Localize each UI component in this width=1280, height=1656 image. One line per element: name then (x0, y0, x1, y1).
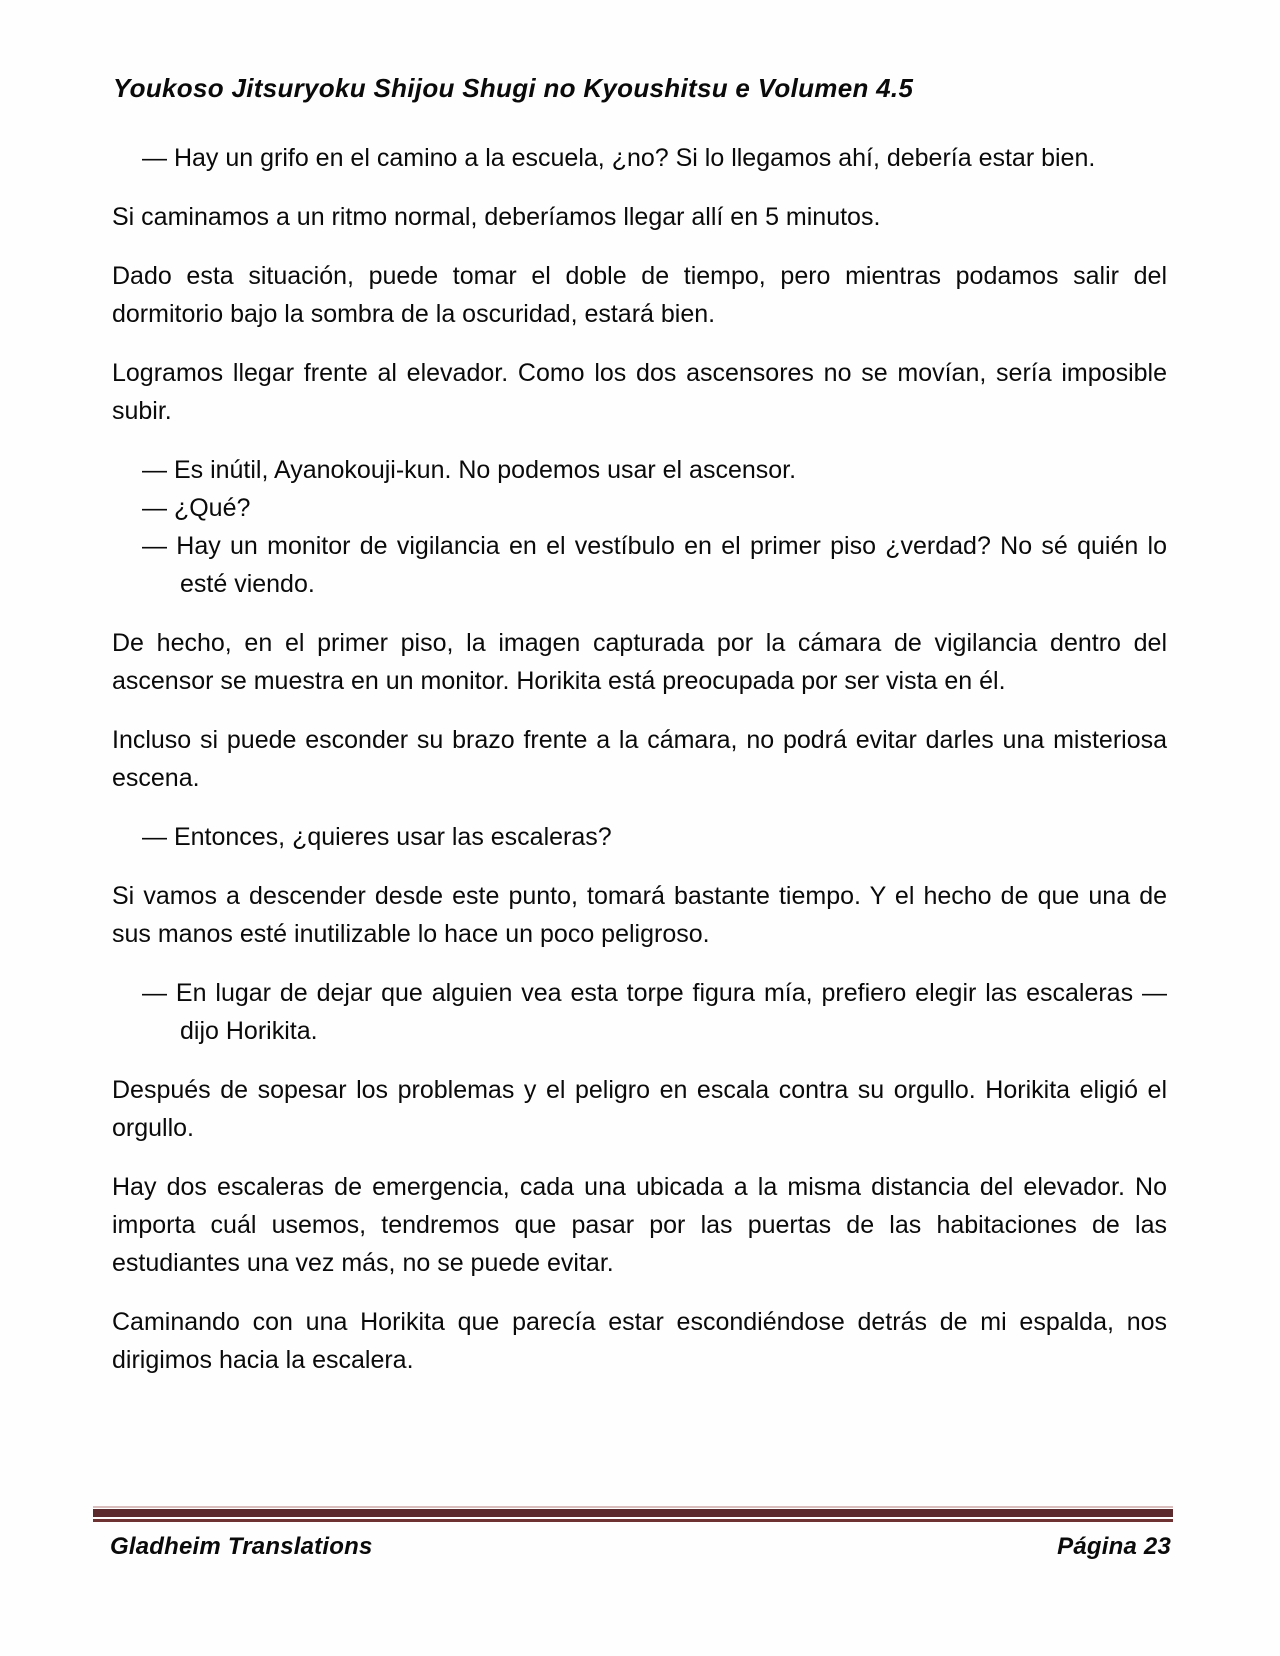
page-footer (93, 1506, 1173, 1561)
footer-rule (93, 1506, 1173, 1522)
narration-paragraph: Logramos llegar frente al elevador. Como los dos ascensores no se movían, sería imposible subir. (112, 359, 1167, 425)
footer-rule-thick-bar (93, 1509, 1173, 1517)
footer-page-number: Página 23 (1057, 1533, 1171, 1560)
narration-paragraph: Hay dos escaleras de emergencia, cada una ubicada a la misma distancia del elevador. No importa cuál usemos, tendremos que pasar por las puertas de las habitaciones de las estudiantes una vez más, no se puede evitar. (112, 1173, 1167, 1277)
narration-paragraph: Si vamos a descender desde este punto, tomará bastante tiempo. Y el hecho de que una de sus manos esté inutilizable lo hace un poco peligroso. (112, 882, 1167, 948)
narration-paragraph: Si caminamos a un ritmo normal, deberíamos llegar allí en 5 minutos. (112, 203, 881, 231)
dialogue-line: — Es inútil, Ayanokouji-kun. No podemos usar el ascensor. (142, 456, 797, 484)
dialogue-line: — Entonces, ¿quieres usar las escaleras? (142, 823, 612, 851)
dialogue-line: — Hay un grifo en el camino a la escuela, ¿no? Si lo llegamos ahí, debería estar bien. (142, 144, 1096, 172)
page-header-title: Youkoso Jitsuryoku Shijou Shugi no Kyoushitsu e Volumen 4.5 (113, 73, 914, 103)
narration-paragraph: Después de sopesar los problemas y el peligro en escala contra su orgullo. Horikita eligió el orgullo. (112, 1076, 1167, 1142)
dialogue-line: — ¿Qué? (142, 494, 251, 522)
footer-translator-credit: Gladheim Translations (110, 1533, 373, 1560)
footer-rule-top-thin (93, 1506, 1173, 1508)
narration-paragraph: Caminando con una Horikita que parecía estar escondiéndose detrás de mi espalda, nos dirigimos hacia la escalera. (112, 1308, 1167, 1374)
narration-paragraph: Dado esta situación, puede tomar el doble de tiempo, pero mientras podamos salir del dormitorio bajo la sombra de la oscuridad, estará bien. (112, 262, 1167, 328)
dialogue-line: — Hay un monitor de vigilancia en el vestíbulo en el primer piso ¿verdad? No sé quién lo esté viendo. (142, 532, 1167, 598)
footer-rule-bottom-thin (93, 1519, 1173, 1522)
body-text (112, 139, 1167, 1400)
dialogue-line: — En lugar de dejar que alguien vea esta torpe figura mía, prefiero elegir las escaleras —dijo Horikita. (142, 979, 1167, 1045)
narration-paragraph: De hecho, en el primer piso, la imagen capturada por la cámara de vigilancia dentro del ascensor se muestra en un monitor. Horikita está preocupada por ser vista en él. (112, 629, 1167, 695)
narration-paragraph: Incluso si puede esconder su brazo frente a la cámara, no podrá evitar darles una misteriosa escena. (112, 726, 1167, 792)
